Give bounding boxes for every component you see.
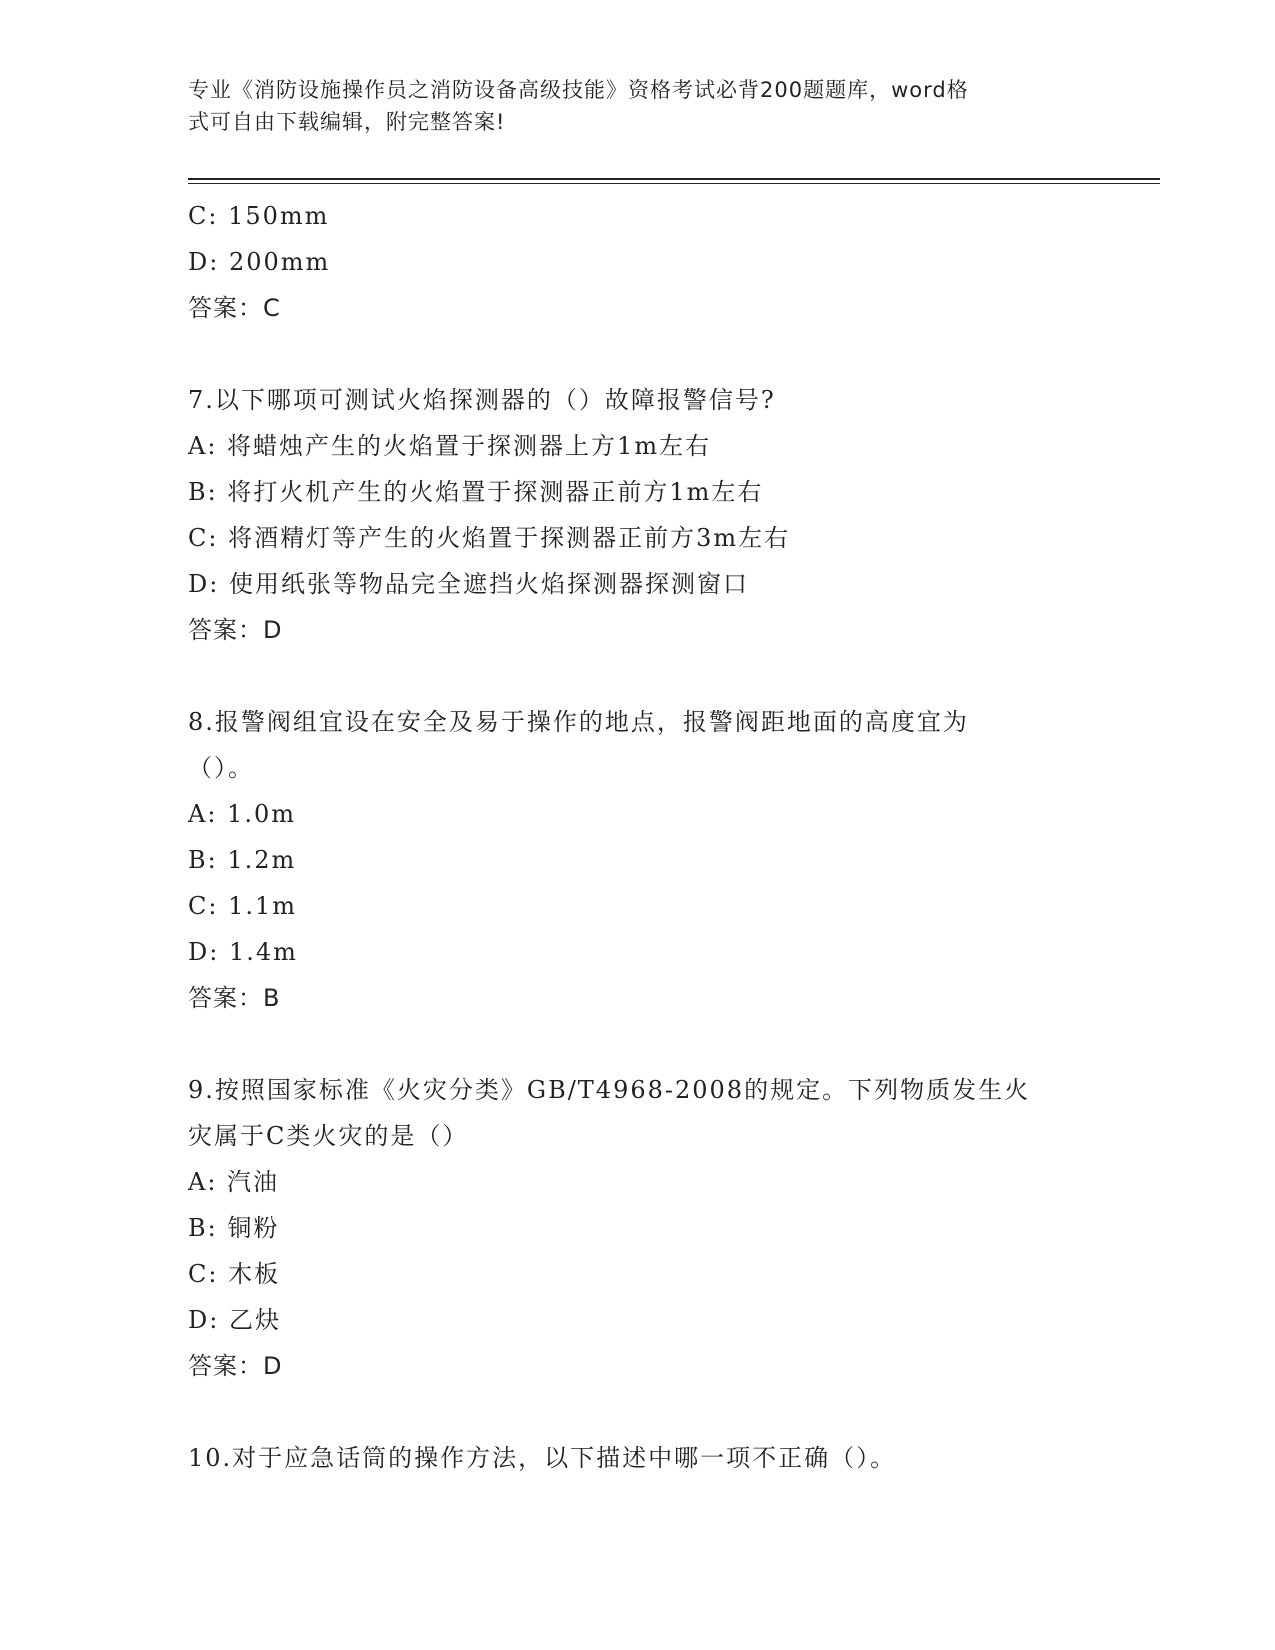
question-list bbox=[188, 193, 1088, 1481]
option-d: D: 使用纸张等物品完全遮挡火焰探测器探测窗口 bbox=[188, 570, 749, 598]
option-a: A: 1.0m bbox=[188, 800, 296, 828]
question-8 bbox=[188, 699, 1088, 1021]
option-c: C: 将酒精灯等产生的火焰置于探测器正前方3m左右 bbox=[188, 524, 791, 552]
question-10 bbox=[188, 1435, 1088, 1481]
option-c: C: 1.1m bbox=[188, 892, 298, 920]
answer-line: 答案：D bbox=[188, 616, 283, 644]
header-divider-thick bbox=[188, 178, 1160, 180]
question-stem: 10.对于应急话筒的操作方法，以下描述中哪一项不正确（）。 bbox=[188, 1444, 897, 1472]
option-b: B: 铜粉 bbox=[188, 1214, 280, 1242]
question-stem-line-1: 8.报警阀组宜设在安全及易于操作的地点，报警阀距地面的高度宜为 bbox=[188, 708, 969, 736]
option-c: C: 150mm bbox=[188, 202, 330, 230]
option-a: A: 汽油 bbox=[188, 1168, 280, 1196]
header-divider-thin bbox=[188, 183, 1160, 184]
question-stem-line-1: 9.按照国家标准《火灾分类》GB/T4968-2008的规定。下列物质发生火 bbox=[188, 1076, 1031, 1104]
question-6-continued bbox=[188, 193, 1088, 331]
answer-line: 答案：B bbox=[188, 984, 281, 1012]
answer-line: 答案：C bbox=[188, 294, 281, 322]
question-stem-line-2: （）。 bbox=[188, 754, 254, 782]
question-stem-line-2: 灾属于C类火灾的是（） bbox=[188, 1122, 469, 1150]
option-d: D: 200mm bbox=[188, 248, 331, 276]
option-b: B: 将打火机产生的火焰置于探测器正前方1m左右 bbox=[188, 478, 764, 506]
header-line-1: 专业《消防设施操作员之消防设备高级技能》资格考试必背200题题库，word格 bbox=[188, 78, 969, 102]
option-d: D: 乙炔 bbox=[188, 1306, 281, 1334]
header-line-2: 式可自由下载编辑，附完整答案! bbox=[188, 110, 506, 134]
document-header bbox=[188, 74, 1068, 138]
option-d: D: 1.4m bbox=[188, 938, 298, 966]
question-stem: 7.以下哪项可测试火焰探测器的（）故障报警信号? bbox=[188, 386, 776, 414]
question-7 bbox=[188, 377, 1088, 653]
option-a: A: 将蜡烛产生的火焰置于探测器上方1m左右 bbox=[188, 432, 712, 460]
question-9 bbox=[188, 1067, 1088, 1389]
answer-line: 答案：D bbox=[188, 1352, 283, 1380]
option-b: B: 1.2m bbox=[188, 846, 297, 874]
option-c: C: 木板 bbox=[188, 1260, 281, 1288]
